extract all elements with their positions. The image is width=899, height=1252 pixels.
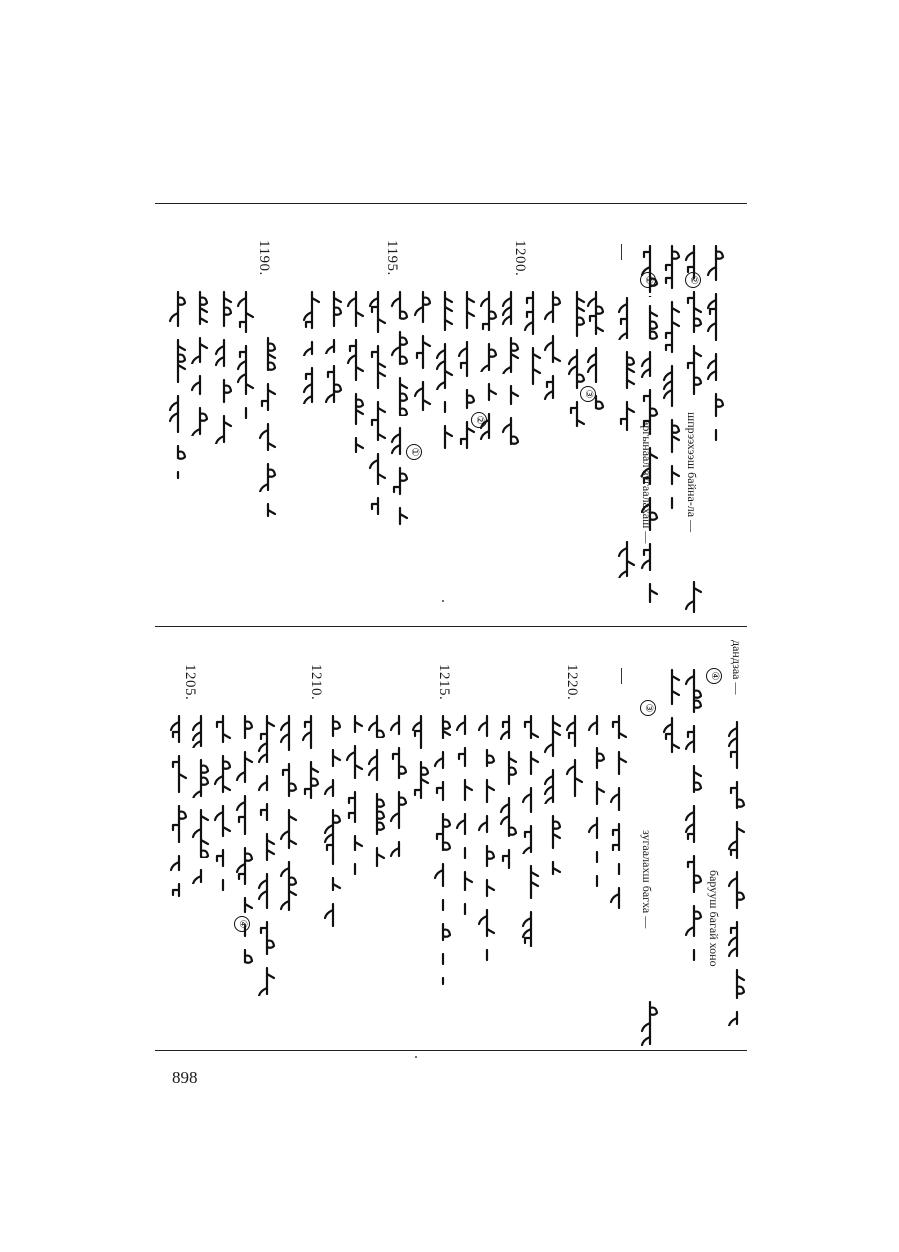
top-col-3-word-1: [660, 244, 684, 290]
bot-col-17-word-3: [343, 790, 367, 824]
top-col-4-word-6: [638, 496, 662, 532]
bot-col-22-word-2: [233, 750, 257, 784]
bot-col-8-word-4: [541, 860, 565, 876]
top-col-18-word-1: [344, 290, 368, 328]
bot-col-23-word-2: [211, 754, 235, 794]
bot-col-9-word-6: [519, 910, 543, 948]
bot-col-18-word-4: [321, 808, 345, 866]
top-col-24-word-2: [188, 336, 212, 364]
top-col-6-word-3: [615, 400, 639, 432]
bot-col-6-word-1: [585, 714, 609, 736]
bottom-footnote-separator: [621, 668, 622, 684]
bot-col-11-word-7: [475, 908, 499, 938]
bot-col-10-word-4: [497, 848, 521, 870]
top-col-4-word-4: [638, 388, 662, 436]
bot-col-9-word-1: [519, 714, 543, 740]
bot-col-25-word-4: [167, 854, 191, 872]
bot-col-22-word-6: [233, 924, 257, 938]
bot-col-18-word-1: [321, 714, 345, 738]
top-col-23-word-2: [212, 338, 236, 368]
top-col-1-word-1: [704, 244, 728, 282]
top-col-10-word-1: [521, 290, 545, 336]
bot-col-13-word-9: [431, 976, 455, 986]
top-col-16-word-5: [388, 466, 412, 496]
bot-col-1-word-6: [725, 968, 749, 1000]
bot-col-13-word-4: [431, 812, 455, 852]
top-col-13-word-4: [455, 420, 479, 450]
bot-col-21-word-2: [255, 774, 279, 792]
stray-dot-2: [415, 1056, 417, 1058]
top-col-14-word-3: [433, 400, 457, 414]
top-col-16-word-1: [388, 290, 412, 320]
bot-col-12-word-1: [453, 714, 477, 736]
top-col-11-word-3: [499, 384, 523, 406]
bot-col-25-word-2: [167, 754, 191, 794]
top-col-14-word-1: [433, 290, 457, 332]
bot-col-19-word-1: [299, 714, 323, 750]
bot-col-8-word-2: [541, 768, 565, 804]
bot-col-24-word-4: [189, 868, 213, 884]
top-col-23-word-3: [212, 378, 236, 404]
top-col-6-word-2: [615, 350, 639, 390]
bot-col-6-word-5: [585, 850, 609, 864]
bot-col-15-word-2: [387, 746, 411, 780]
top-col-21-word-4: [256, 462, 280, 492]
top-col-3-word-3: [660, 364, 684, 408]
bot-col-11-word-6: [475, 878, 499, 898]
top-col-21-word-5: [256, 502, 280, 518]
bot-col-6-word-3: [585, 780, 609, 806]
bot-col-13-word-5: [431, 862, 455, 888]
top-col-11-word-1: [499, 290, 523, 326]
bot-col-21-word-4: [255, 832, 279, 862]
top-col-8-word-1: [565, 290, 589, 338]
top-col-25-word-5: [166, 470, 190, 480]
bot-col-6-word-2: [585, 746, 609, 770]
bot-col-22-word-3: [233, 794, 257, 836]
bot-col-20-word-4: [277, 860, 301, 912]
top-col-1-word-3: [704, 352, 728, 382]
bot-col-6-word-6: [585, 874, 609, 888]
top-col-8-word-3: [565, 400, 589, 428]
bot-col-8-word-3: [541, 814, 565, 850]
top-col-10-word-2: [521, 346, 545, 386]
footnote-marker-1: ①: [640, 272, 656, 288]
bot-col-11-word-2: [475, 748, 499, 768]
bot-col-2-word-3: [682, 764, 706, 794]
verse-number-1215: 1215.: [436, 664, 452, 701]
bot-col-18-word-2: [321, 748, 345, 768]
bot-col-13-word-8: [431, 952, 455, 966]
top-col-4-word-7: [638, 542, 662, 572]
verse-marker-3: ③: [580, 386, 596, 402]
top-col-17-word-4: [366, 452, 390, 486]
bot-col-12-word-3: [453, 778, 477, 802]
footnote-text-4: барууш багай хоно: [707, 870, 721, 967]
top-col-20-word-1: [300, 290, 324, 330]
top-col-23-word-4: [212, 414, 236, 444]
bot-col-5-word-4: [607, 822, 631, 852]
top-col-12-word-4: [477, 412, 501, 440]
bot-col-13-word-6: [431, 898, 455, 912]
verse-number-1200: 1200.: [512, 240, 528, 277]
footnote-text-2: шпрээхээш байна-ла —: [685, 412, 699, 533]
bot-col-2-word-6: [682, 904, 706, 938]
bot-col-5-word-3: [607, 786, 631, 812]
bot-col-17-word-1: [343, 714, 367, 734]
bot-col-12-word-6: [453, 870, 477, 892]
top-col-14-word-2: [433, 342, 457, 390]
bot-col-21-word-6: [255, 920, 279, 956]
footnote-marker-4: ④: [706, 668, 722, 684]
bot-col-16-word-4: [365, 846, 389, 868]
top-col-21-word-3: [256, 422, 280, 452]
top-col-2-word-2: [682, 290, 706, 334]
top-col-4-word-8: [638, 582, 662, 604]
verse-number-1195: 1195.: [384, 240, 400, 276]
bot-col-1-word-7: [725, 1010, 749, 1026]
top-col-2-word-1: [682, 244, 706, 280]
top-col-1-word-5: [704, 428, 728, 442]
top-col-12-word-1: [477, 290, 501, 332]
top-col-13-word-3: [455, 388, 479, 410]
bot-col-1-word-3: [725, 820, 749, 860]
bot-col-9-word-3: [519, 786, 543, 814]
top-col-6-word-1: [615, 296, 639, 340]
top-col-4-word-1: [638, 244, 662, 294]
bot-col-13-word-7: [431, 922, 455, 942]
top-col-3-word-6: [660, 496, 684, 510]
bot-col-25-word-5: [167, 882, 191, 898]
bot-col-15-word-1: [387, 714, 411, 736]
bot-col-12-word-4: [453, 812, 477, 836]
bot-col-9-word-2: [519, 750, 543, 776]
top-col-2-word-3: [682, 344, 706, 396]
top-col-21-word-1: [256, 336, 280, 372]
bot-col-9-word-4: [519, 824, 543, 854]
bot-col-24-word-1: [189, 714, 213, 748]
bot-col-18-word-5: [321, 876, 345, 892]
verse-number-1210: 1210.: [308, 664, 324, 701]
verse-number-1205: 1205.: [182, 664, 198, 701]
top-col-1-word-4: [704, 392, 728, 418]
top-col-14-word-4: [433, 424, 457, 450]
bot-col-2-word-7: [682, 948, 706, 962]
footnote-marker-2: ②: [685, 272, 701, 288]
bot-col-25-word-1: [167, 714, 191, 744]
top-col-25-word-3: [166, 394, 190, 434]
top-col-11-word-2: [499, 336, 523, 374]
bot-col-10-word-1: [497, 714, 521, 740]
bot-col-25-word-3: [167, 804, 191, 844]
bot-col-13-word-2: [431, 750, 455, 770]
bot-col-5-word-6: [607, 886, 631, 910]
top-col-13-word-2: [455, 340, 479, 378]
top-col-15-word-3: [411, 380, 435, 412]
top-col-19-word-2: [322, 338, 346, 354]
top-col-18-word-3: [344, 392, 368, 426]
bot-col-15-word-3: [387, 790, 411, 830]
top-col-20-word-3: [300, 366, 324, 404]
top-col-25-word-4: [166, 444, 190, 460]
bot-col-4-word-1: [638, 1000, 662, 1046]
bot-col-9-word-5: [519, 864, 543, 900]
bot-col-13-word-1: [431, 714, 455, 740]
top-col-18-word-4: [344, 436, 368, 454]
top-col-3-word-4: [660, 418, 684, 454]
top-footnote-separator: [621, 244, 622, 260]
bot-col-22-word-7: [233, 948, 257, 964]
bot-col-16-word-1: [365, 714, 389, 738]
top-col-16-word-4: [388, 426, 412, 456]
bot-col-21-word-3: [255, 802, 279, 822]
bot-col-16-word-3: [365, 792, 389, 836]
bot-col-20-word-2: [277, 762, 301, 798]
bot-col-22-word-5: [233, 896, 257, 914]
bot-col-20-word-3: [277, 808, 301, 850]
bot-col-10-word-2: [497, 750, 521, 786]
bot-col-17-word-2: [343, 744, 367, 780]
top-col-16-word-6: [388, 506, 412, 526]
top-col-5-word-1: [638, 296, 662, 297]
top-col-21-word-2: [256, 382, 280, 412]
bot-col-7-word-2: [563, 758, 587, 798]
top-col-22-word-1: [234, 290, 258, 334]
bot-col-1-word-2: [725, 780, 749, 810]
top-col-1-word-2: [704, 292, 728, 342]
bot-col-21-word-5: [255, 872, 279, 910]
bot-col-17-word-5: [343, 862, 367, 876]
bot-col-23-word-3: [211, 804, 235, 838]
bot-col-1-word-4: [725, 870, 749, 910]
bot-col-5-word-2: [607, 750, 631, 776]
bot-col-13-word-3: [431, 780, 455, 802]
top-col-25-word-1: [166, 290, 190, 328]
top-col-12-word-2: [477, 342, 501, 372]
bot-col-16-word-2: [365, 748, 389, 782]
top-col-11-word-4: [499, 416, 523, 446]
top-col-17-word-2: [366, 344, 390, 390]
top-col-4-word-5: [638, 446, 662, 486]
bot-col-22-word-1: [233, 714, 257, 740]
bot-col-10-word-3: [497, 796, 521, 838]
bot-col-12-word-5: [453, 846, 477, 860]
top-col-16-word-3: [388, 376, 412, 416]
top-col-17-word-5: [366, 496, 390, 516]
top-col-19-word-3: [322, 364, 346, 404]
bot-col-18-word-3: [321, 778, 345, 798]
bot-col-23-word-1: [211, 714, 235, 744]
top-col-23-word-1: [212, 290, 236, 328]
bot-col-21-word-1: [255, 714, 279, 764]
top-col-6b-word-1: [615, 540, 639, 578]
bot-col-14-word-2: [409, 760, 433, 800]
top-col-19-word-1: [322, 290, 346, 328]
top-col-24-word-1: [188, 290, 212, 326]
bot-col-12-word-7: [453, 902, 477, 916]
top-col-16-word-2: [388, 330, 412, 366]
bot-col-1-word-5: [725, 920, 749, 958]
top-rule: [155, 203, 747, 204]
middle-rule: [155, 626, 747, 627]
verse-number-1220: 1220.: [564, 664, 580, 701]
bot-col-3-word-1: [660, 668, 684, 706]
bot-col-12-word-2: [453, 746, 477, 768]
bot-col-22-word-4: [233, 846, 257, 886]
bot-col-11-word-3: [475, 778, 499, 804]
bot-col-24-word-3: [189, 808, 213, 858]
top-col-24-word-3: [188, 374, 212, 396]
top-col-3-word-5: [660, 464, 684, 486]
top-col-3-word-2: [660, 300, 684, 354]
bot-col-18-word-6: [321, 902, 345, 928]
bot-col-19-word-2: [299, 760, 323, 800]
bot-col-23-word-4: [211, 848, 235, 868]
bot-col-17-word-4: [343, 834, 367, 852]
bot-col-5-word-1: [607, 714, 631, 740]
top-col-17-word-1: [366, 290, 390, 334]
bot-col-24-word-2: [189, 758, 213, 798]
verse-marker-1: ①: [406, 444, 422, 460]
bot-col-2-word-5: [682, 854, 706, 894]
bot-col-15-word-4: [387, 840, 411, 858]
bot-col-11-word-4: [475, 814, 499, 834]
stray-dot-1: [442, 600, 444, 602]
top-col-18-word-2: [344, 338, 368, 382]
top-col-25-word-2: [166, 338, 190, 384]
top-col-8-word-2: [565, 348, 589, 390]
bot-col-23-word-5: [211, 878, 235, 892]
verse-number-1190: 1190.: [256, 240, 272, 276]
top-col-4-word-2: [638, 304, 662, 340]
bot-col-11-word-5: [475, 844, 499, 868]
top-col-4-word-3: [638, 350, 662, 378]
bot-col-11-word-8: [475, 948, 499, 962]
bot-col-3-word-2: [660, 716, 684, 754]
top-col-24-word-4: [188, 406, 212, 436]
bot-col-6-word-4: [585, 816, 609, 840]
bot-col-14-word-1: [409, 714, 433, 750]
page-number: 898: [172, 1068, 198, 1087]
footnote-text-3: зугаалахш багха —: [640, 830, 654, 929]
verse-marker-2: ②: [471, 412, 487, 428]
footnote-text-1: аргынаал зугаалахаш —: [640, 420, 654, 544]
bot-col-8-word-1: [541, 714, 565, 758]
top-col-22-word-3: [234, 406, 258, 420]
top-col-22-word-2: [234, 344, 258, 396]
top-col-15-word-2: [411, 334, 435, 370]
verse-marker-4: ④: [234, 916, 250, 932]
top-col-2b-word-1: [682, 580, 706, 614]
bot-col-2-word-4: [682, 804, 706, 844]
bot-col-1-word-1: [725, 720, 749, 770]
top-col-12-word-3: [477, 382, 501, 402]
bot-col-2-word-2: [682, 724, 706, 754]
top-col-17-word-3: [366, 400, 390, 442]
bot-col-7-word-1: [563, 714, 587, 748]
bot-col-5-word-5: [607, 862, 631, 876]
bottom-rule: [155, 1050, 747, 1051]
top-col-20-word-2: [300, 340, 324, 356]
bot-col-21-word-7: [255, 966, 279, 996]
bot-col-20-word-1: [277, 714, 301, 752]
bot-col-2-word-1: [682, 668, 706, 714]
footnote-text-dandzaa: дандзаа —: [730, 640, 744, 695]
footnote-marker-3: ③: [640, 700, 656, 716]
bot-col-11-word-1: [475, 714, 499, 738]
top-col-13-word-1: [455, 290, 479, 330]
top-col-15-word-1: [411, 290, 435, 324]
